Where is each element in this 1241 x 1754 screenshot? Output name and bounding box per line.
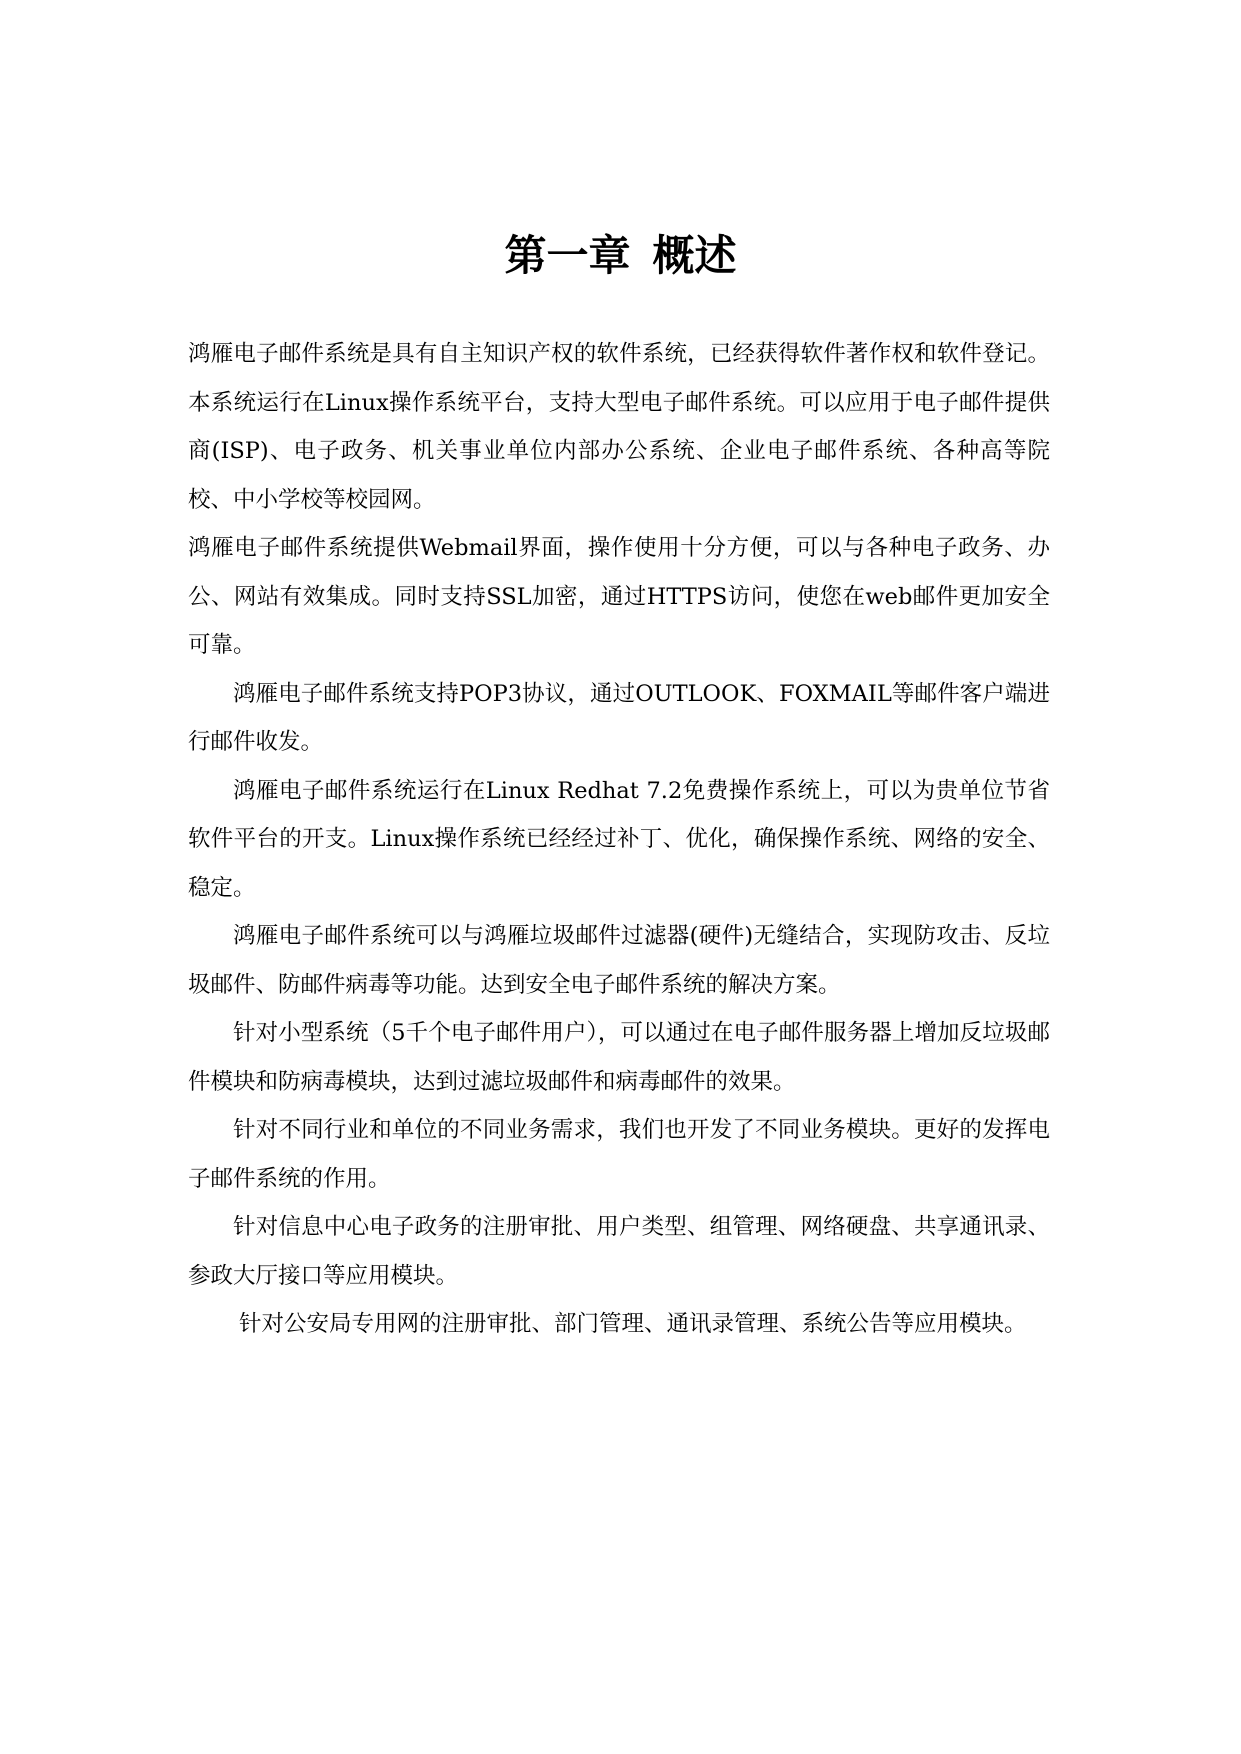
paragraph-info-center: 针对信息中心电子政务的注册审批、用户类型、组管理、网络硬盘、共享通讯录、参政大厅接口等应用模块。 xyxy=(188,1214,1050,1289)
paragraph-pop3: 鸿雁电子邮件系统支持POP3协议，通过OUTLOOK、FOXMAIL等邮件客户端进行邮件收发。 xyxy=(188,680,1050,755)
chapter-title xyxy=(0,226,1241,286)
paragraph-small-system: 针对小型系统（5千个电子邮件用户），可以通过在电子邮件服务器上增加反垃圾邮件模块和防病毒模块，达到过滤垃圾邮件和病毒邮件的效果。 xyxy=(188,1020,1050,1095)
chapter-number: 第一章 xyxy=(504,231,631,280)
paragraph-linux: 鸿雁电子邮件系统运行在Linux Redhat 7.2免费操作系统上，可以为贵单位节省软件平台的开支。Linux操作系统已经经过补丁、优化，确保操作系统、网络的安全、稳定。 xyxy=(188,777,1050,901)
paragraph-business-modules: 针对不同行业和单位的不同业务需求，我们也开发了不同业务模块。更好的发挥电子邮件系统的作用。 xyxy=(188,1117,1050,1192)
chapter-name: 概述 xyxy=(652,231,737,280)
paragraph-antispam: 鸿雁电子邮件系统可以与鸿雁垃圾邮件过滤器(硬件)无缝结合，实现防攻击、反垃圾邮件、防邮件病毒等功能。达到安全电子邮件系统的解决方案。 xyxy=(188,923,1050,998)
paragraph-intro: 鸿雁电子邮件系统是具有自主知识产权的软件系统，已经获得软件著作权和软件登记。本系统运行在Linux操作系统平台，支持大型电子邮件系统。可以应用于电子邮件提供商(ISP)、电子政务、机关事业单位内部办公系统、企业电子邮件系统、各种高等院校、中小学校等校园网。 xyxy=(188,341,1050,513)
paragraph-webmail: 鸿雁电子邮件系统提供Webmail界面，操作使用十分方便，可以与各种电子政务、办公、网站有效集成。同时支持SSL加密，通过HTTPS访问，使您在web邮件更加安全可靠。 xyxy=(188,535,1050,658)
chapter-body xyxy=(188,330,1050,1349)
paragraph-public-security: 针对公安局专用网的注册审批、部门管理、通讯录管理、系统公告等应用模块。 xyxy=(239,1311,1027,1337)
